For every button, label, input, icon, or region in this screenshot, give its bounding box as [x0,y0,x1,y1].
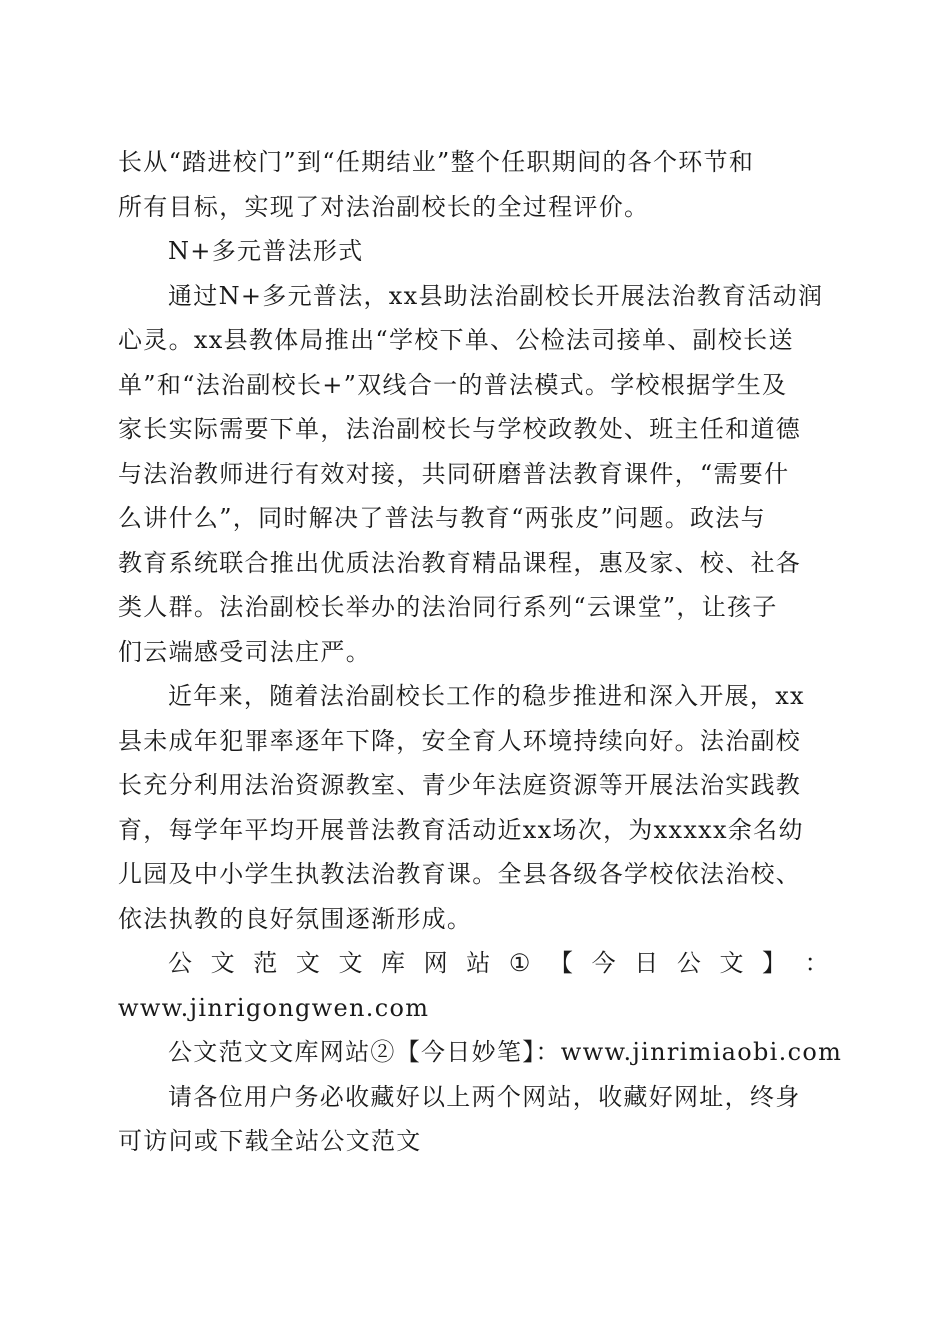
text-line: 儿园及中小学生执教法治教育课。全县各级各学校依法治校、 [118,860,802,888]
glyph: 公 [676,949,703,977]
text-line: 教育系统联合推出优质法治教育精品课程，惠及家、校、社各 [118,548,802,577]
glyph: 范 [253,949,279,977]
text-line: 长从“踏进校门”到“任期结业”整个任职期间的各个环节和 [118,148,755,176]
glyph: 文 [719,949,745,977]
glyph: 网 [423,949,449,977]
glyph: 库 [381,949,407,977]
glyph: 公 [168,949,194,977]
text-line: N+多元普法形式 [168,237,364,265]
text-line: 类人群。法治副校长举办的法治同行系列“云课堂”，让孩子 [118,593,778,621]
website-url-line[interactable]: 公文范文文库网站②【今日妙笔】：www.jinrimiaobi.com [168,1038,843,1066]
glyph: 【 [549,949,575,977]
text-line: 可访问或下载全站公文范文 [118,1127,422,1155]
website-link-paragraph-1 [118,941,830,1030]
glyph: 文 [338,949,364,977]
text-line: 近年来，随着法治副校长工作的稳步推进和深入开展，xx [168,682,805,710]
glyph: ① [508,949,532,977]
glyph: ： [804,949,830,977]
text-line: 所有目标，实现了对法治副校长的全过程评价。 [118,192,650,221]
glyph: 站 [466,949,492,977]
paragraph-body [118,674,830,941]
text-line: 请各位用户务必收藏好以上两个网站，收藏好网址，终身 [168,1082,801,1111]
glyph: 今 [591,949,617,977]
text-line: 依法执教的良好氛围逐渐形成。 [118,904,473,933]
paragraph-continuation [118,140,830,229]
text-line: 通过N+多元普法，xx县助法治副校长开展法治教育活动润 [168,281,824,310]
text-line: 县未成年犯罪率逐年下降，安全育人环境持续向好。法治副校 [118,726,802,755]
document-page [118,140,843,1164]
website-link-paragraph-2 [118,1030,843,1075]
text-line: 心灵。xx县教体局推出“学校下单、公检法司接单、副校长送 [118,326,794,354]
text-line: 长充分利用法治资源教室、青少年法庭资源等开展法治实践教 [118,771,802,799]
glyph: 日 [634,949,660,977]
glyph: 文 [295,949,322,977]
text-line: 们云端感受司法庄严。 [118,637,371,666]
paragraph-body [118,274,830,675]
section-heading [118,229,830,274]
glyph: 文 [210,949,236,977]
text-line: 育，每学年平均开展普法教育活动近xx场次，为xxxxx余名幼 [118,815,804,844]
glyph: 】 [762,949,788,977]
text-line: 么讲什么”，同时解决了普法与教育“两张皮”问题。政法与 [118,504,766,532]
closing-paragraph [118,1075,830,1164]
website-url[interactable]: www.jinrigongwen.com [118,993,430,1022]
text-line: 与法治教师进行有效对接，共同研磨普法教育课件，“需要什 [118,459,790,488]
spaced-text-line [118,941,830,986]
text-line: 单”和“法治副校长+”双线合一的普法模式。学校根据学生及 [118,370,788,399]
text-line: 家长实际需要下单，法治副校长与学校政教处、班主任和道德 [118,415,802,443]
